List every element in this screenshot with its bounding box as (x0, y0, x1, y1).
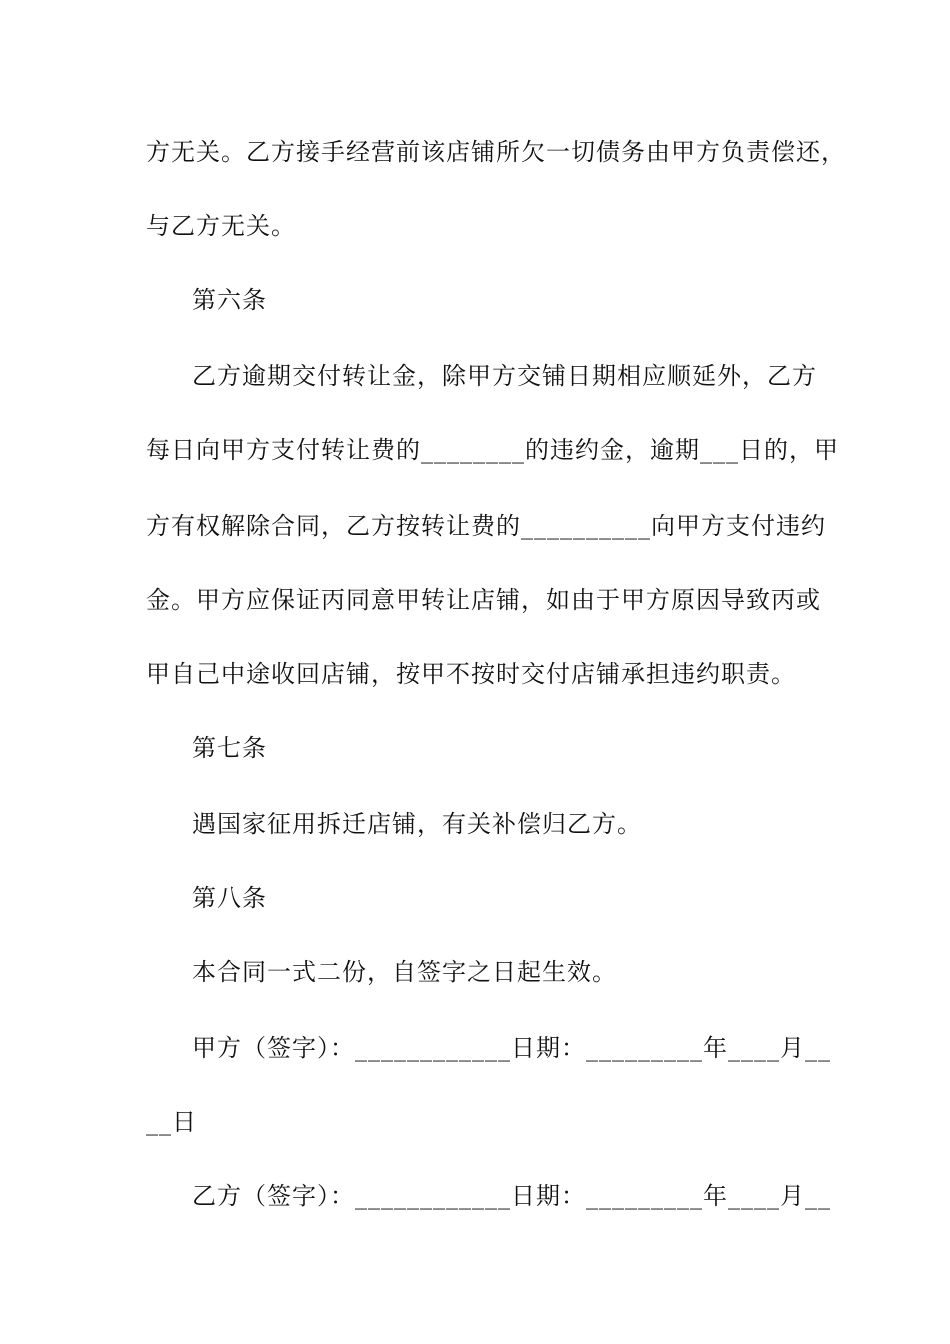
text-line: 本合同一式二份，自签字之日起生效。 (192, 958, 617, 986)
signature-line-party-b: 乙方（签字）：____________日期：_________年____月__ (192, 1182, 831, 1210)
text-line: 金。甲方应保证丙同意甲转让店铺，如由于甲方原因导致丙或 (146, 586, 821, 614)
article-heading: 第八条 (192, 884, 267, 912)
signature-line-party-a-cont: __日 (146, 1108, 197, 1136)
text-line: 与乙方无关。 (146, 212, 296, 240)
text-line: 甲自己中途收回店铺，按甲不按时交付店铺承担违约职责。 (146, 660, 796, 688)
text-line: 每日向甲方支付转让费的________的违约金，逾期___日的，甲 (146, 436, 839, 464)
text-line: 方无关。乙方接手经营前该店铺所欠一切债务由甲方负责偿还， (146, 138, 846, 166)
article-heading: 第七条 (192, 734, 267, 762)
article-heading: 第六条 (192, 286, 267, 314)
text-line: 乙方逾期交付转让金，除甲方交铺日期相应顺延外，乙方 (192, 362, 817, 390)
text-line: 方有权解除合同，乙方按转让费的__________向甲方支付违约 (146, 512, 826, 540)
text-line: 遇国家征用拆迁店铺，有关补偿归乙方。 (192, 810, 642, 838)
signature-line-party-a: 甲方（签字）：____________日期：_________年____月__ (192, 1034, 831, 1062)
